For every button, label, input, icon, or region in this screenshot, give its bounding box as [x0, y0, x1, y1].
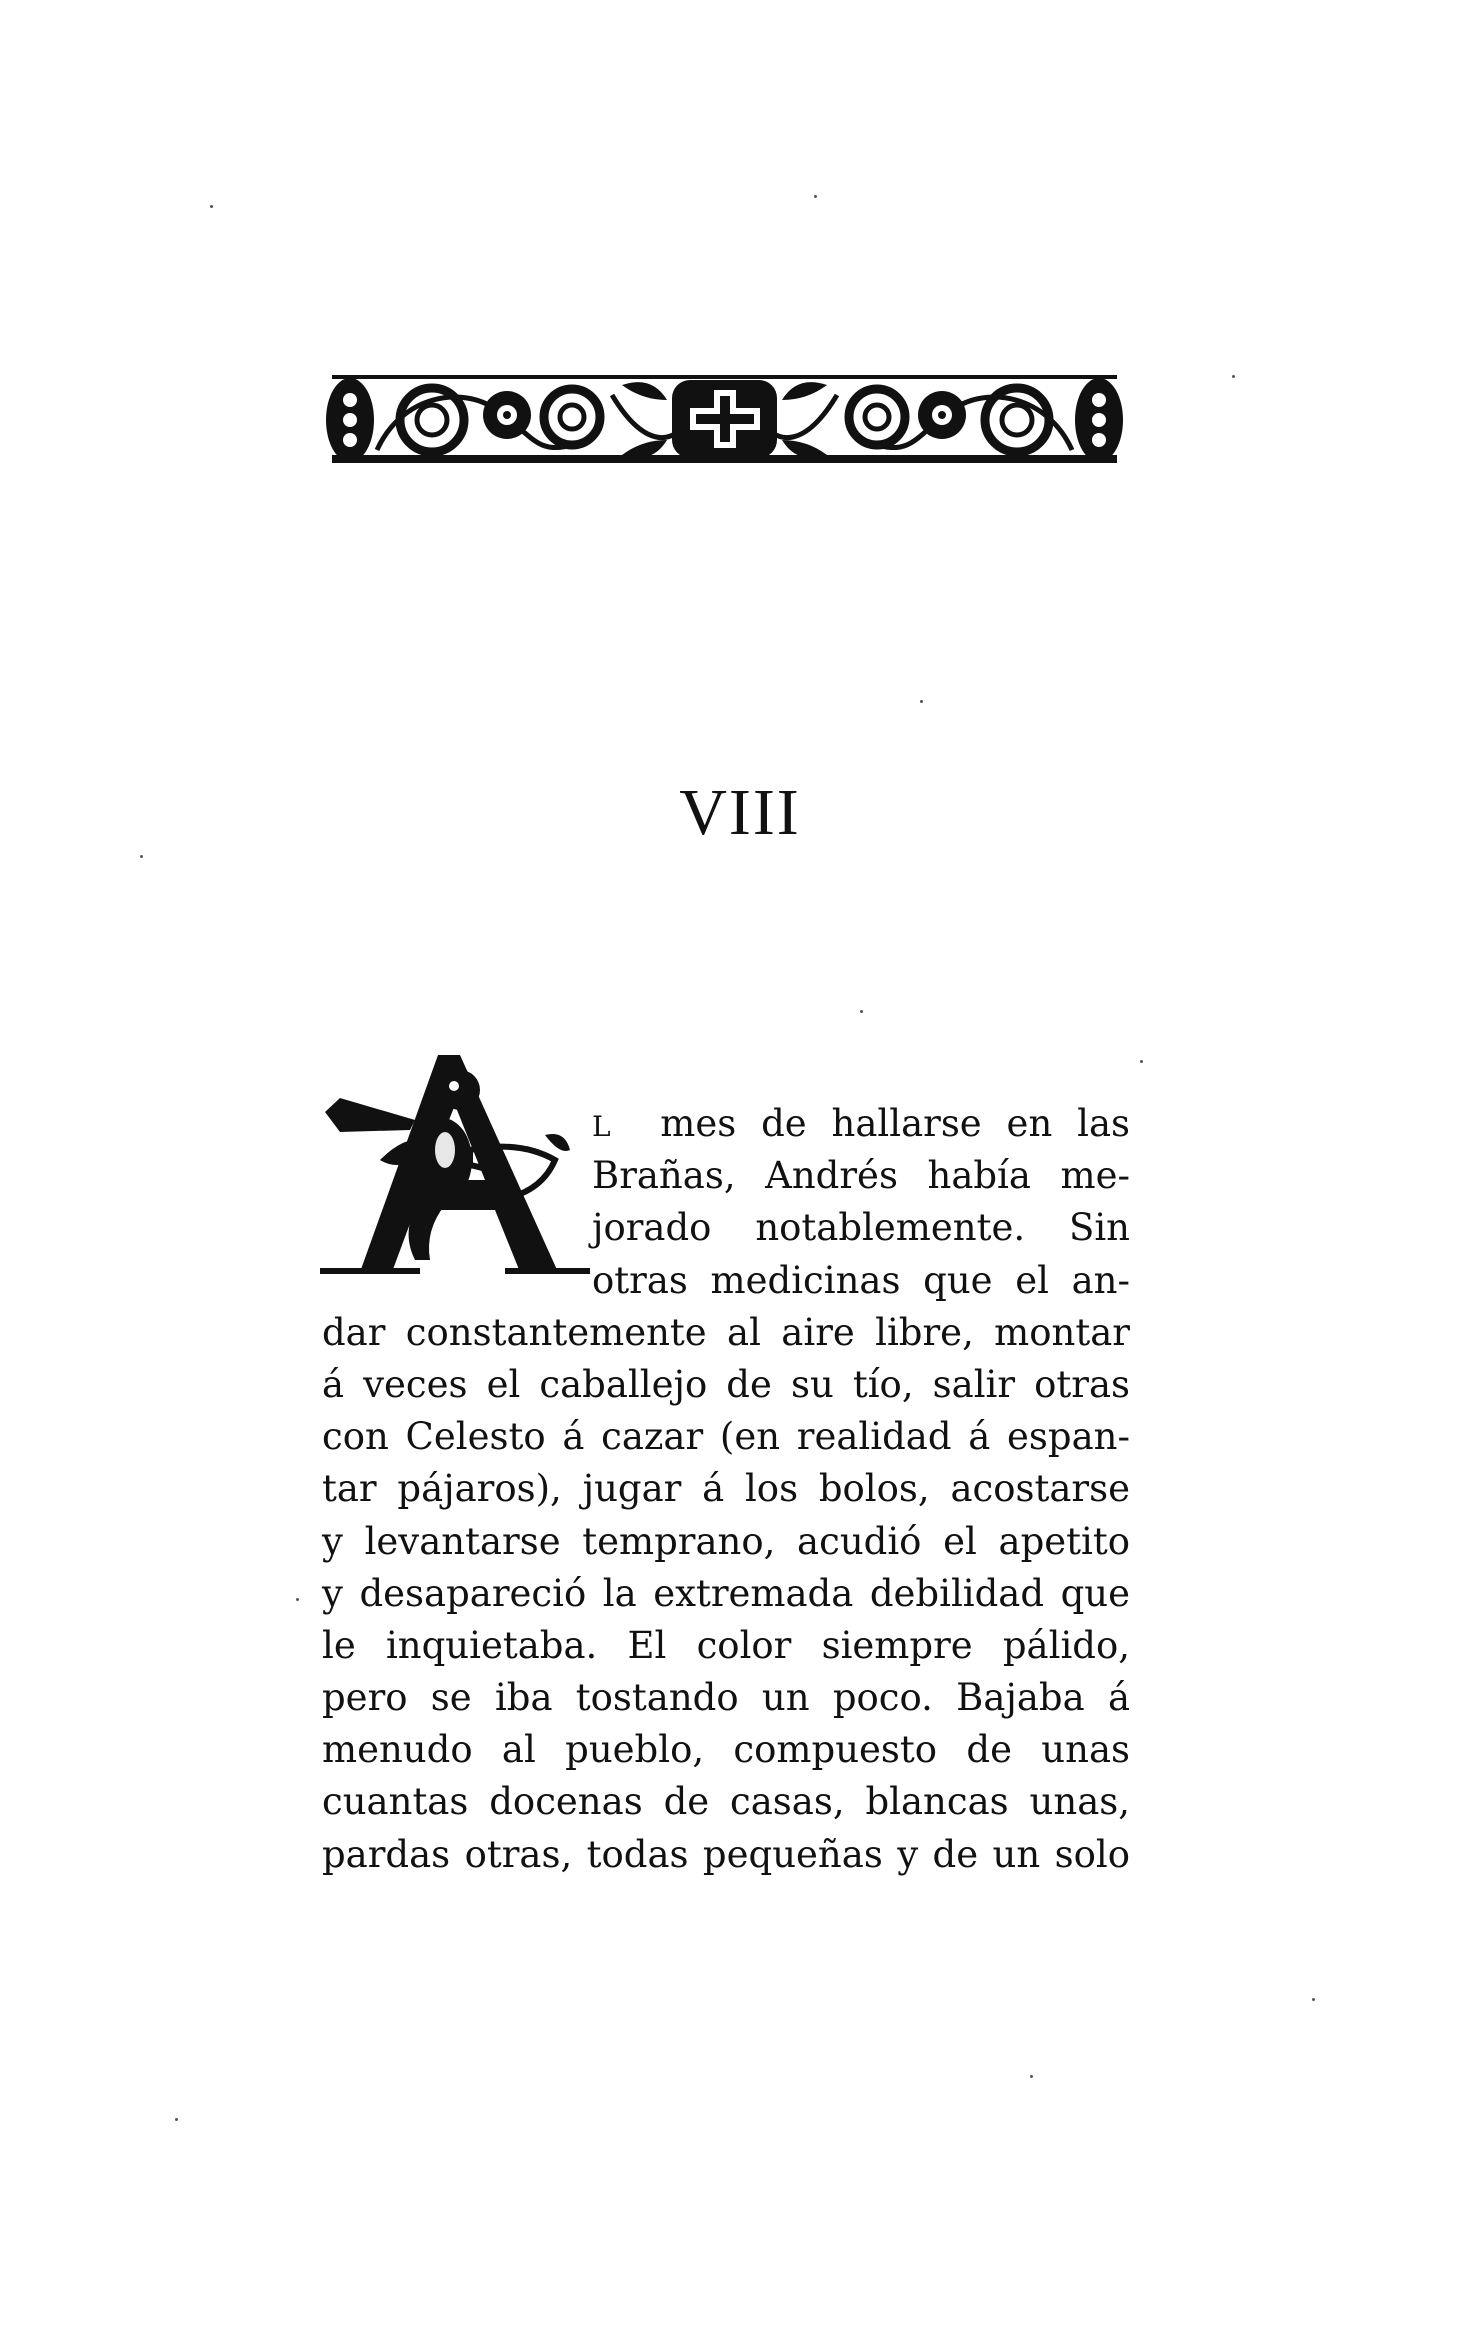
paper-speck	[920, 700, 923, 703]
paper-speck	[210, 205, 213, 208]
text-line: y levantarse temprano, acudió el apetito	[322, 1519, 1130, 1563]
paper-speck	[860, 1010, 863, 1013]
text-line: otras medicinas que el an-	[592, 1258, 1130, 1302]
first-word-rest: L	[592, 1110, 611, 1143]
body-text	[322, 1098, 1130, 1881]
text-line: menudo al pueblo, compuesto de unas	[322, 1728, 1130, 1772]
floral-headpiece-icon	[322, 355, 1127, 485]
paper-speck	[296, 1598, 299, 1601]
chapter-title: VIII	[679, 776, 801, 849]
text-line: y desapareció la extremada debilidad que	[322, 1571, 1130, 1615]
paper-speck	[1232, 375, 1235, 378]
text-line: dar constantemente al aire libre, montar	[322, 1310, 1130, 1354]
paper-speck	[140, 855, 143, 858]
text-line: pero se iba tostando un poco. Bajaba á	[322, 1676, 1130, 1720]
paper-speck	[814, 195, 817, 198]
text-line: tar pájaros), jugar á los bolos, acostarse	[322, 1467, 1130, 1511]
text-line: jorado notablemente. Sin	[592, 1206, 1130, 1250]
paper-speck	[175, 2118, 178, 2121]
text-line: Brañas, Andrés había me-	[592, 1154, 1130, 1198]
text-line-content: mes de hallarse en las	[660, 1102, 1130, 1145]
paper-speck	[1030, 2075, 1033, 2078]
text-line: pardas otras, todas pequeñas y de un solo	[322, 1832, 1130, 1876]
text-line: le inquietaba. El color siempre pálido,	[322, 1623, 1130, 1667]
text-line: cuantas docenas de casas, blancas unas,	[322, 1780, 1130, 1824]
paper-speck	[1140, 1060, 1143, 1063]
text-line: á veces el caballejo de su tío, salir otras	[322, 1362, 1130, 1406]
paper-speck	[1312, 1998, 1315, 2001]
text-line	[592, 1098, 1130, 1150]
text-line: con Celesto á cazar (en realidad á espan-	[322, 1415, 1130, 1459]
